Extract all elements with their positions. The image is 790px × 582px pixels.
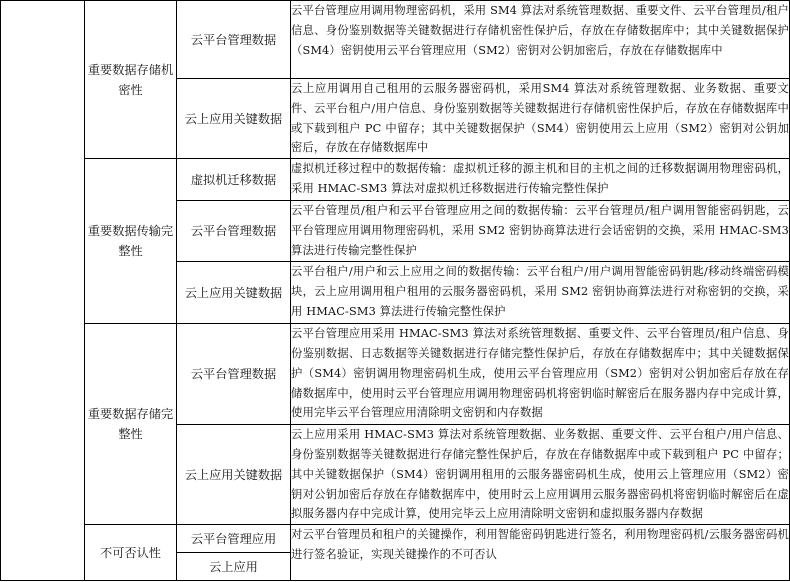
subject-cell: 云平台管理应用 xyxy=(177,525,291,553)
description-cell: 云上应用调用自己租用的云服务器密码机，采用SM4 算法对系统管理数据、业务数据、重要文件、云平台租户/用户信息、身份鉴别数据等关键数据进行存储机密性保护后，存放在存储数据库中或下载到租户 PC 中留存；其中关键数据保护（SM4）密钥使用云上应用（SM2）密钥对公钥加密后，存放在存储数据库中 xyxy=(291,79,790,159)
subject-cell: 云平台管理数据 xyxy=(177,1,291,79)
subject-cell: 云平台管理数据 xyxy=(177,324,291,425)
category-cell-transmission-integrity: 重要数据传输完整性 xyxy=(85,159,177,324)
description-cell: 云平台租户/用户和云上应用之间的数据传输：云平台租户/用户调用智能密码钥匙/移动终端密码模块，云上应用调用租户租用的云服务器密码机，采用 SM2 密钥协商算法进行对称密钥的交换，采用 HMAC-SM3 算法进行传输完整性保护 xyxy=(291,262,790,324)
table-row xyxy=(1,525,790,553)
category-cell-storage-integrity: 重要数据存储完整性 xyxy=(85,324,177,525)
description-cell: 云平台管理应用调用物理密码机，采用 SM4 算法对系统管理数据、重要文件、云平台管理员/租户信息、身份鉴别数据等关键数据进行存储机密性保护后，存放在存储数据库中；其中关键数据保护（SM4）密钥使用云平台管理应用（SM2）密钥对公钥加密后，存放在存储数据库中 xyxy=(291,1,790,79)
description-cell: 虚拟机迁移过程中的数据传输：虚拟机迁移的源主机和目的主机之间的迁移数据调用物理密码机，采用 HMAC-SM3 算法对虚拟机迁移数据进行传输完整性保护 xyxy=(291,159,790,201)
subject-cell: 云上应用 xyxy=(177,553,291,581)
category-cell-storage-confidentiality: 重要数据存储机密性 xyxy=(85,1,177,159)
table-row xyxy=(1,324,790,425)
subject-cell: 云上应用关键数据 xyxy=(177,425,291,525)
subject-cell: 云上应用关键数据 xyxy=(177,262,291,324)
table-row xyxy=(1,159,790,201)
table-row xyxy=(1,1,790,79)
subject-cell: 云上应用关键数据 xyxy=(177,79,291,159)
description-cell: 云平台管理员/租户和云平台管理应用之间的数据传输：云平台管理员/租户调用智能密码钥匙，云平台管理应用调用物理密码机，采用 SM2 密钥协商算法进行会话密钥的交换，采用 HMAC-SM3 算法进行传输完整性保护 xyxy=(291,201,790,262)
subject-cell: 云平台管理数据 xyxy=(177,201,291,262)
category-cell-non-repudiation: 不可否认性 xyxy=(85,525,177,581)
description-cell: 对云平台管理员和租户的关键操作，利用智能密码钥匙进行签名，利用物理密码机/云服务器密码机进行签名验证，实现关键操作的不可否认 xyxy=(291,525,790,581)
description-cell: 云上应用采用 HMAC-SM3 算法对系统管理数据、业务数据、重要文件、云平台租户/用户信息、身份鉴别数据等关键数据进行存储完整性保护后，存放在存储数据库中或下载到租户 PC 中留存；其中关键数据保护（SM4）密钥调用租用的云服务器密码机生成，使用云上管理应用（SM2）密钥对公钥加密后存放在存储数据库中，使用时云上应用调用云服务器密码机将密钥临时解密后在虚拟服务器内存中完成计算，使用完毕云上应用清除明文密钥和虚拟服务器内存数据 xyxy=(291,425,790,525)
subject-cell: 虚拟机迁移数据 xyxy=(177,159,291,201)
description-cell: 云平台管理应用采用 HMAC-SM3 算法对系统管理数据、重要文件、云平台管理员/租户信息、身份鉴别数据、日志数据等关键数据进行存储完整性保护后，存放在存储数据库中；其中关键数据保护（SM4）密钥调用物理密码机生成，使用云平台管理应用（SM2）密钥对公钥加密后存放在存储数据库中，使用时云平台管理应用调用物理密码机将密钥临时解密后在服务器内存中完成计算，使用完毕云平台管理应用清除明文密钥和内存数据 xyxy=(291,324,790,425)
left-blank-column xyxy=(1,1,85,581)
